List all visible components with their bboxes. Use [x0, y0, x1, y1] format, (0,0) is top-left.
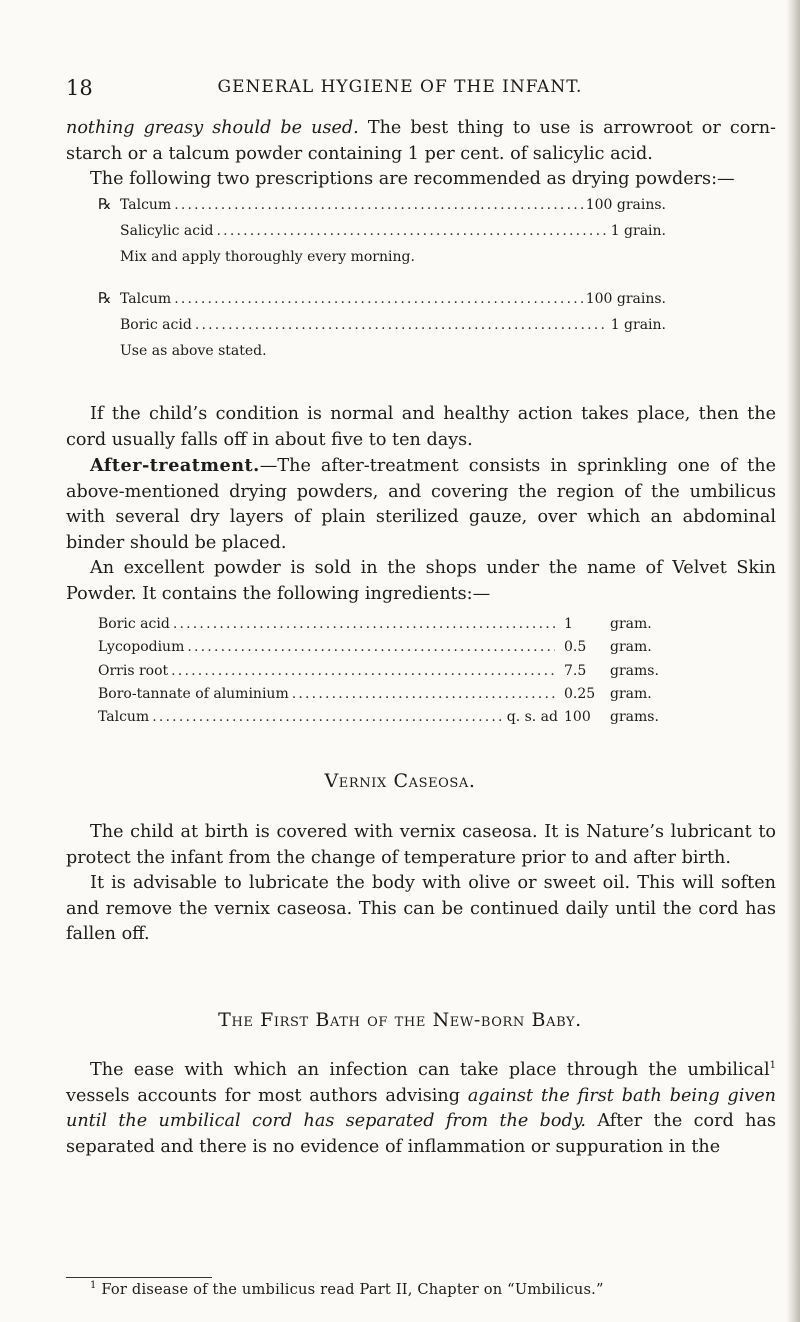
ingredient-amount: 1 grain.: [610, 317, 666, 333]
footnote-rule: [66, 1277, 212, 1278]
first-bath-text-b: vessels accounts for most authors advising: [66, 1085, 468, 1106]
intro-italic-lead: nothing greasy should be used.: [66, 118, 359, 138]
page-edge-shadow: [786, 0, 800, 1322]
prescription-line: [98, 218, 666, 244]
vernix-paragraph-2: It is advisable to lubricate the body with olive or sweet oil. This will soften and remove the vernix caseosa. This can be continued daily until the cord has fallen off.: [66, 873, 776, 944]
leader-dots: [174, 192, 582, 218]
ingredient-row: [98, 683, 666, 706]
recipe-symbol: ℞: [98, 289, 112, 307]
footnote-text: For disease of the umbilicus read Part II, Chapter on “Umbilicus.”: [96, 1281, 604, 1298]
ingredient-qty: 0.5: [564, 639, 587, 656]
ingredient-amount: 100 grains.: [585, 197, 666, 213]
ingredient-amount: 100 grains.: [585, 291, 666, 307]
leader-dots: [152, 706, 504, 729]
ingredient-row: [98, 613, 666, 636]
ingredient-qty: 1: [564, 616, 573, 632]
ingredient-prefix: q. s. ad: [506, 709, 558, 726]
prescription-line: [98, 312, 666, 338]
prescription-2: [98, 285, 666, 364]
after-treatment-runin: After-treatment.: [90, 455, 260, 476]
ingredient-unit: gram.: [610, 616, 652, 632]
ingredient-name: Boro-tannate of aluminium: [98, 685, 289, 702]
first-bath-text-a: The ease with which an infection can take place through the umbilical: [90, 1060, 770, 1080]
intro-second-paragraph: The following two prescriptions are recommended as drying powders:—: [90, 169, 735, 189]
leader-dots: [174, 286, 582, 312]
prescription-note: Mix and apply thoroughly every morning.: [120, 249, 415, 265]
footnote: [90, 1281, 780, 1298]
ingredient-row: [98, 706, 666, 729]
leader-dots: [195, 312, 608, 338]
page-header: [0, 76, 800, 106]
ingredient-name: Orris root: [98, 662, 169, 679]
leader-dots: [173, 613, 555, 636]
velvet-powder-paragraph: An excellent powder is sold in the shops under the name of Velvet Skin Powder. It contains the following ingredients:—: [66, 558, 776, 604]
ingredient-row: [98, 660, 666, 683]
ingredient-name: Talcum: [120, 291, 172, 307]
ingredient-list: [98, 613, 666, 729]
ingredient-name: Boric acid: [98, 616, 170, 632]
footnote-ref: 1: [769, 1060, 776, 1072]
cord-paragraph: If the child’s condition is normal and healthy action takes place, then the cord usually falls off in about five to ten days.: [66, 404, 776, 450]
section-heading-first-bath: The First Bath of the New-born Baby.: [218, 1009, 582, 1031]
ingredient-qty: 7.5: [564, 662, 587, 679]
first-bath-italic: against the first bath being given until the umbilical cord has separated from the body.: [66, 1085, 777, 1131]
ingredient-amount: 1 grain.: [610, 223, 666, 239]
ingredient-row: [98, 636, 666, 659]
leader-dots: [217, 218, 608, 244]
ingredient-name: Talcum: [98, 709, 150, 726]
ingredient-name: Boric acid: [120, 317, 192, 333]
ingredient-qty: 100: [564, 709, 591, 726]
section-heading-vernix: Vernix Caseosa.: [324, 770, 476, 792]
footnote-marker: 1: [90, 1280, 97, 1292]
vernix-block: [66, 820, 776, 948]
ingredient-unit: gram.: [610, 639, 652, 656]
prescription-line: [98, 285, 666, 312]
recipe-symbol: ℞: [98, 195, 112, 213]
leader-dots: [171, 660, 555, 683]
prescription-1: [98, 191, 666, 270]
ingredient-qty: 0.25: [564, 685, 596, 702]
ingredient-name: Lycopodium: [98, 639, 185, 656]
running-head: GENERAL HYGIENE OF THE INFANT.: [217, 77, 583, 97]
ingredient-name: Talcum: [120, 197, 172, 213]
first-bath-block: [66, 1058, 776, 1160]
first-bath-text-c: After the cord has separated and there is no evidence of inflammation or suppuration in the: [66, 1111, 777, 1157]
page-number: 18: [66, 76, 93, 100]
prescription-note: Use as above stated.: [120, 343, 267, 359]
leader-dots: [292, 683, 555, 706]
ingredient-name: Salicylic acid: [120, 223, 214, 239]
intro-rest: The best thing to use is arrowroot or corn-starch or a talcum powder containing 1 per cent. of salicylic acid.: [66, 118, 776, 164]
ingredient-unit: gram.: [610, 685, 652, 702]
after-treatment-paragraph: [66, 453, 776, 556]
first-bath-paragraph: [66, 1058, 776, 1160]
vernix-paragraph-1: The child at birth is covered with vernix caseosa. It is Nature’s lubricant to protect the infant from the change of temperature prior to and after birth.: [66, 822, 776, 868]
intro-block: [66, 116, 776, 193]
after-treatment-text: —The after-treatment consists in sprinkling one of the above-mentioned drying powders, and covering the region of the umbilicus with several dry layers of plain sterilized gauze, over which an abdominal binder should be placed.: [66, 456, 776, 553]
ingredient-unit: grams.: [610, 662, 659, 679]
ingredient-unit: grams.: [610, 709, 659, 726]
body-block: [66, 402, 776, 607]
intro-paragraph: [66, 116, 776, 167]
leader-dots: [187, 636, 555, 659]
prescription-line: [98, 191, 666, 218]
